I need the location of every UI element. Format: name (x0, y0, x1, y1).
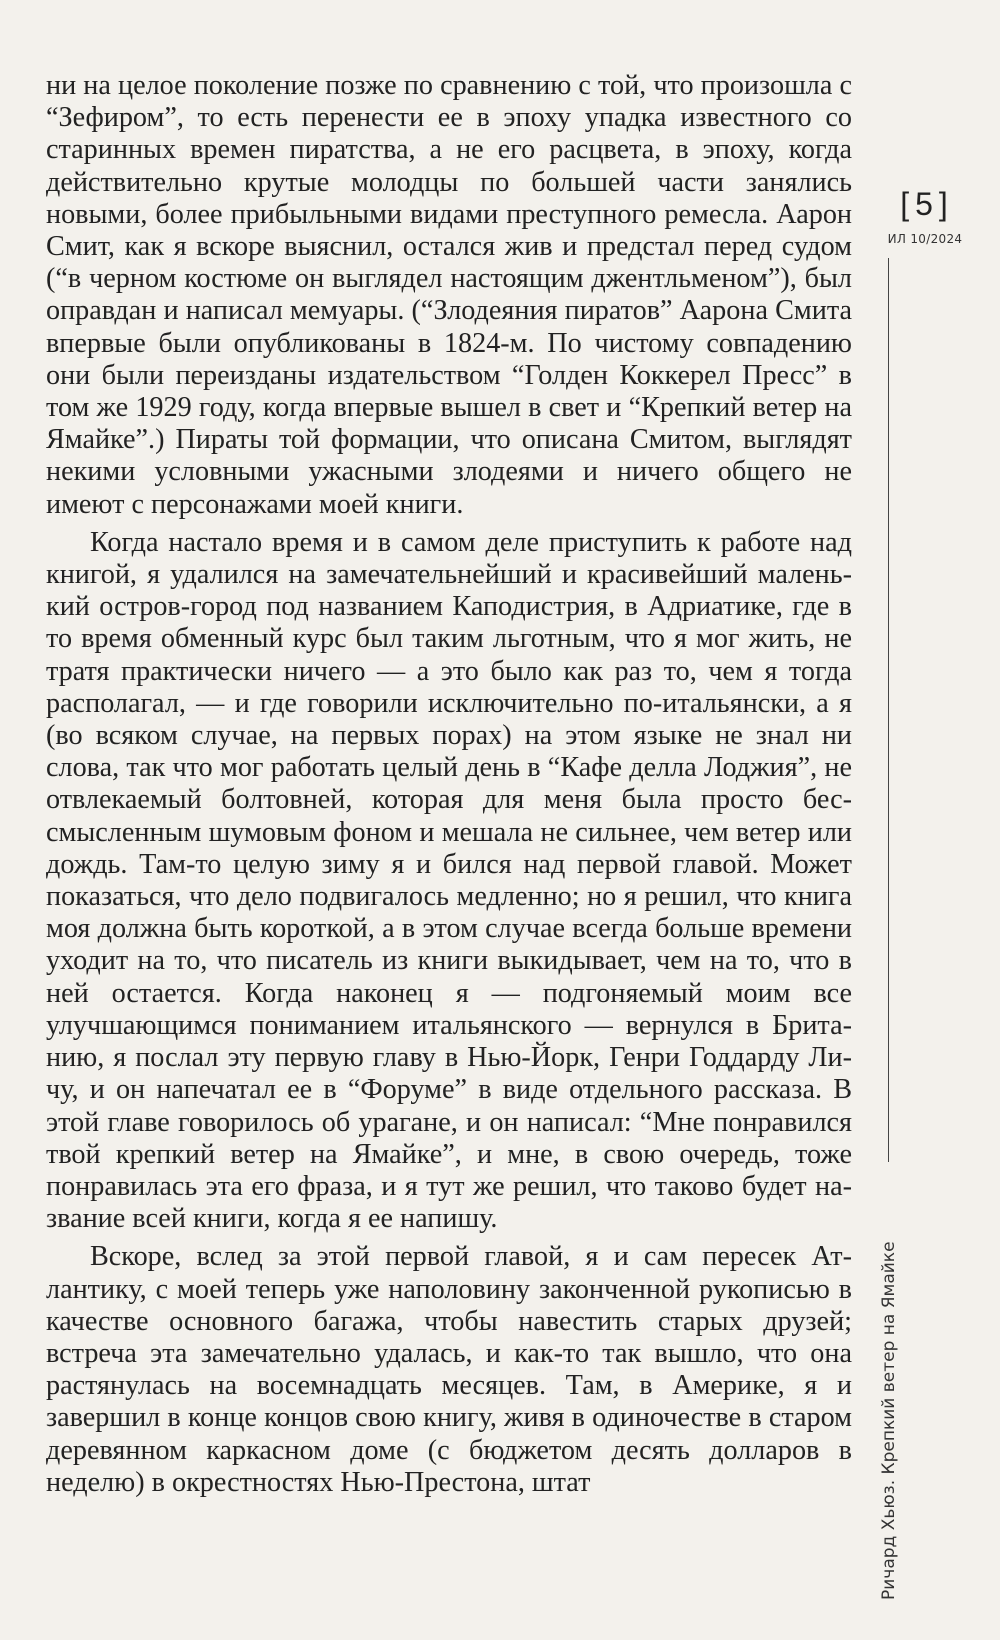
issue-label: ИЛ 10/2024 (887, 232, 963, 246)
margin-rule (888, 258, 889, 1162)
paragraph-2: Когда настало время и в самом деле приступить к работе над книгой, я удалился на замечательнейший и красивейший маленький остров-город под названием Каподистрия, в Адриатике, где в то время обменный курс был таким льготным, что я мог жить, не тратя практически ничего — а это было как раз то, чем я тогда располагал, — и где говорили исключительно по-итальянски, а я (во всяком случае, на первых порах) на этом языке не знал ни слова, так что мог работать целый день в “Кафе делла Лоджия”, не отвлекаемый болтовней, которая для меня была просто бессмысленным шумовым фоном и мешала не сильнее, чем ветер или дождь. Там-то целую зиму я и бился над первой главой. Может показаться, что дело подвигалось медленно; но я решил, что книга моя должна быть короткой, а в этом случае всегда больше времени уходит на то, что писатель из книги выкидывает, чем на то, что в ней остается. Когда наконец я — подгоняемый моим все улучшающимся пониманием итальянского — вернулся в Британию, я послал эту первую главу в Нью-Йорк, Генри Годдарду Личу, и он напечатал ее в “Форуме” в виде отдельного рассказа. В этой главе говорилось об урагане, и он написал: “Мне понравился твой крепкий ветер на Ямайке”, и мне, в свою очередь, тоже понравилась эта его фраза, и я тут же решил, что таково будет название всей книги, когда я ее напишу. (46, 526, 852, 1235)
page-number: [ 5 ] (900, 186, 950, 222)
paragraph-1: ни на целое поколение позже по сравнению с той, что произошла с “Зефиром”, то есть перенести ее в эпоху упадка известного со старинных времен пиратства, а не его расцвета, в эпоху, когда действительно крутые молодцы по большей части занялись новыми, более прибыльными видами преступного ремесла. Аарон Смит, как я вскоре выяснил, остался жив и предстал перед судом (“в черном костюме он выглядел настоящим джентльменом”), был оправдан и написал мемуары. (“Злодеяния пиратов” Аарона Смита впервые были опубликованы в 1824-м. По чистому совпадению они были переизданы издательством “Голден Коккерел Пресс” в том же 1929 году, когда впервые вышел в свет и “Крепкий ветер на Ямайке”.) Пираты той формации, что описана Смитом, выглядят некими условными ужасными злодеями и ничего общего не имеют с персонажами моей книги. (46, 70, 852, 520)
article-body (46, 70, 852, 1499)
paragraph-3: Вскоре, вслед за этой первой главой, я и сам пересек Атлантику, с моей теперь уже наполовину законченной рукописью в качестве основного багажа, чтобы навестить старых друзей; встреча эта замечательно удалась, и как-то так вышло, что она растянулась на восемнадцать месяцев. Там, в Америке, я и завершил в конце концов свою книгу, живя в одиночестве в старом деревянном каркасном доме (с бюджетом десять долларов в неделю) в окрестностях Нью-Престона, штат (46, 1241, 852, 1498)
running-title-text: Ричард Хьюз. Крепкий ветер на Ямайке (879, 1241, 899, 1600)
page-number-value: 5 (915, 186, 935, 222)
